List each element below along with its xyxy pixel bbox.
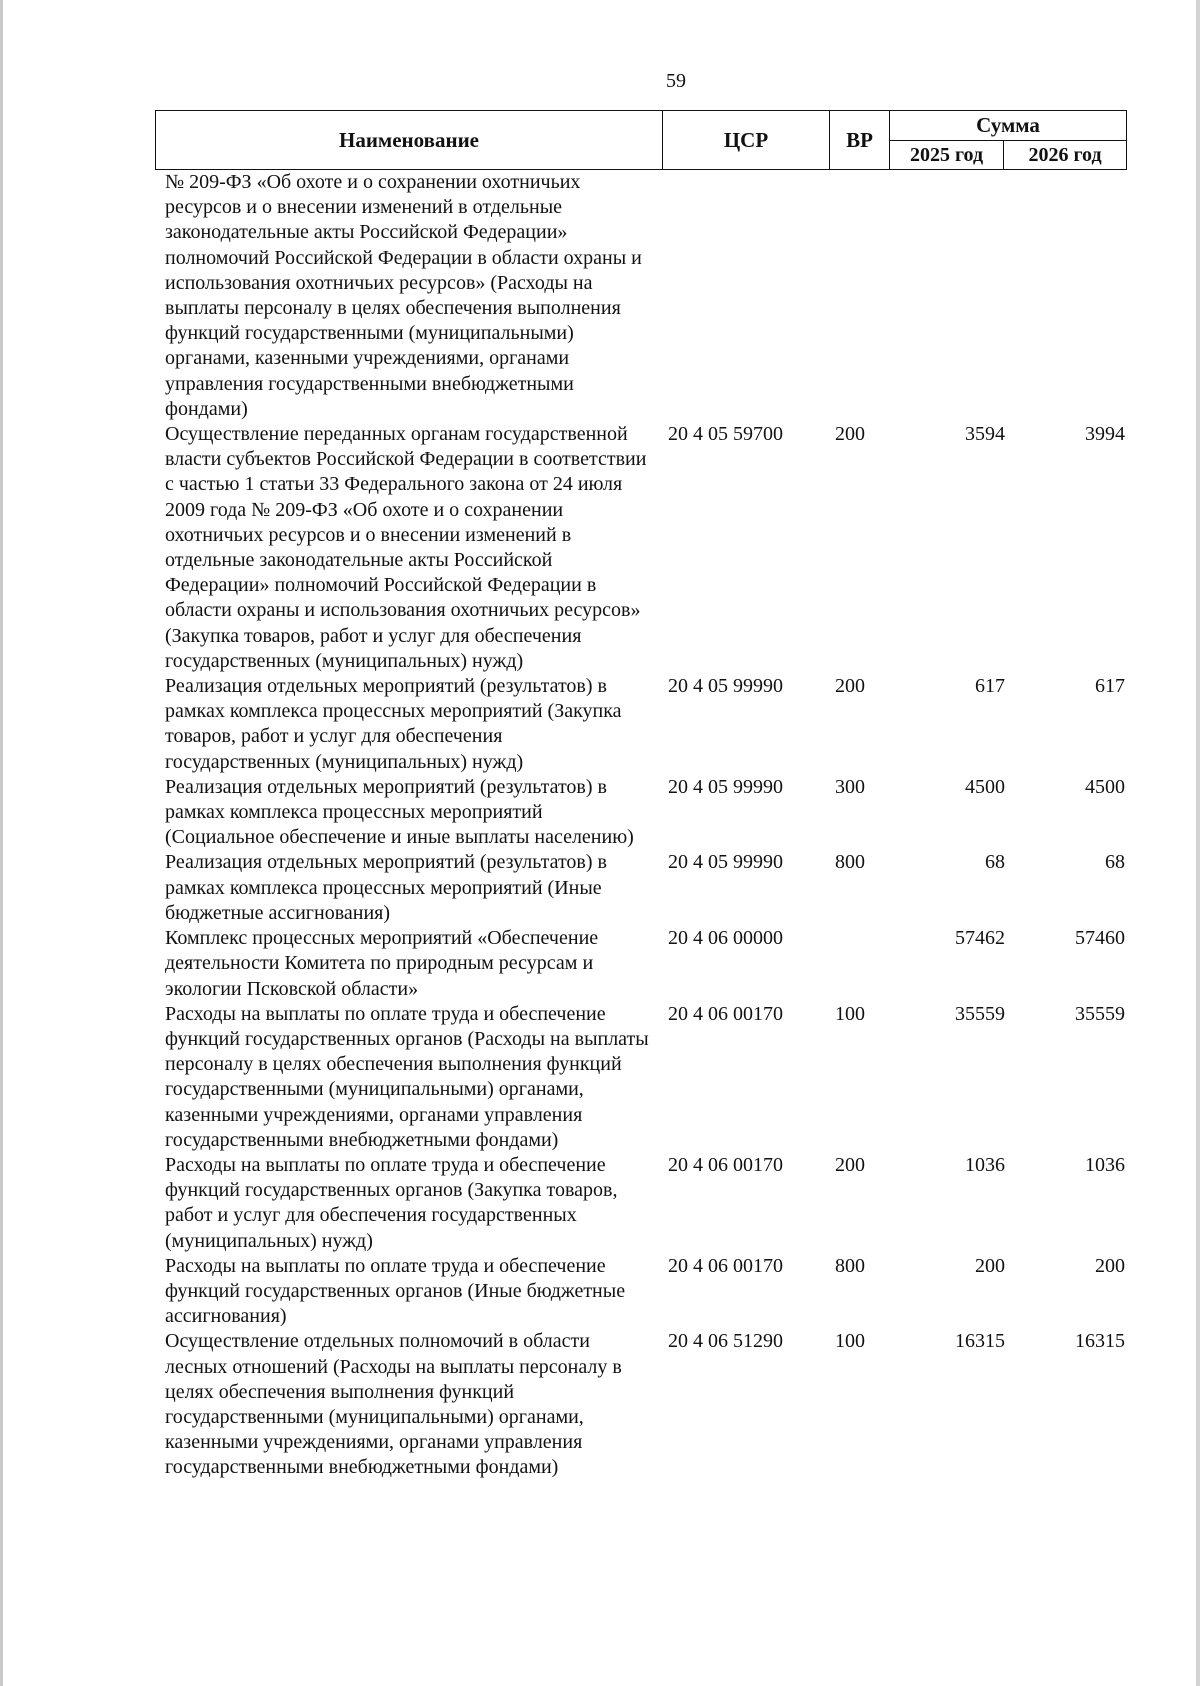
row-amount-2026: 1036	[1085, 1153, 1125, 1176]
table-body	[165, 170, 1125, 1481]
row-csr: 20 4 06 51290	[668, 1330, 783, 1353]
row-amount-2025: 16315	[955, 1330, 1005, 1353]
table-row	[165, 926, 1125, 1002]
row-csr: 20 4 05 59700	[668, 423, 783, 446]
row-amount-2025: 1036	[965, 1153, 1005, 1176]
row-amount-2025: 200	[975, 1254, 1005, 1277]
row-name: Реализация отдельных мероприятий (результатов) в рамках комплекса процессных мероприятий (Закупка товаров, работ и услуг для обеспечения государственных (муниципальных) нужд)	[165, 675, 622, 773]
row-amount-2026: 16315	[1075, 1330, 1125, 1353]
row-name: Расходы на выплаты по оплате труда и обеспечение функций государственных органов (Закупка товаров, работ и услуг для обеспечения государственных (муниципальных) нужд)	[165, 1153, 618, 1252]
table-row	[165, 422, 1125, 674]
row-vr: 300	[835, 775, 865, 798]
row-amount-2025: 68	[985, 851, 1005, 874]
row-csr: 20 4 05 99990	[668, 775, 783, 798]
table-header	[155, 110, 1127, 170]
row-amount-2026: 35559	[1075, 1002, 1125, 1025]
row-vr: 100	[835, 1330, 865, 1353]
header-vr: ВР	[830, 111, 890, 170]
row-name: Расходы на выплаты по оплате труда и обеспечение функций государственных органов (Расходы на выплаты персоналу в целях обеспечения выполнения функций государственными (муниципальными) органами, казенными учреждениями, органами управления государственными внебюджетными фондами)	[165, 1002, 649, 1151]
row-amount-2026: 3994	[1085, 423, 1125, 446]
row-name: Реализация отдельных мероприятий (результатов) в рамках комплекса процессных мероприятий (Социальное обеспечение и иные выплаты населению)	[165, 775, 634, 849]
row-amount-2026: 4500	[1085, 775, 1125, 798]
table-row	[165, 775, 1125, 851]
row-vr: 800	[835, 851, 865, 874]
table-row	[165, 170, 1125, 422]
row-csr: 20 4 05 99990	[668, 851, 783, 874]
header-year-2026: 2026 год	[1004, 141, 1127, 170]
row-name: № 209-ФЗ «Об охоте и о сохранении охотничьих ресурсов и о внесении изменений в отдельные законодательные акты Российской Федерации» полномочий Российской Федерации в области охраны и использования охотничьих ресурсов» (Расходы на выплаты персоналу в целях обеспечения выполнения функций государственными (муниципальными) органами, казенными учреждениями, органами управления государственными внебюджетными фондами)	[165, 171, 642, 420]
table-row	[165, 1153, 1125, 1254]
row-vr: 800	[835, 1254, 865, 1277]
header-year-2025: 2025 год	[890, 141, 1004, 170]
row-amount-2025: 57462	[955, 927, 1005, 950]
row-amount-2026: 57460	[1075, 927, 1125, 950]
row-name: Осуществление отдельных полномочий в области лесных отношений (Расходы на выплаты персоналу в целях обеспечения выполнения функций государственными (муниципальными) органами, казенными учреждениями, органами управления государственными внебюджетными фондами)	[165, 1330, 622, 1479]
table-row	[165, 1254, 1125, 1330]
page-number: 59	[666, 70, 686, 92]
row-amount-2026: 200	[1095, 1254, 1125, 1277]
row-csr: 20 4 06 00170	[668, 1153, 783, 1176]
header-sum: Сумма	[890, 111, 1127, 141]
table-row	[165, 1329, 1125, 1480]
table-row	[165, 1002, 1125, 1153]
row-vr: 200	[835, 423, 865, 446]
row-amount-2025: 3594	[965, 423, 1005, 446]
row-csr: 20 4 06 00170	[668, 1254, 783, 1277]
row-amount-2025: 617	[975, 675, 1005, 698]
header-csr: ЦСР	[663, 111, 830, 170]
scan-edge-right	[1196, 0, 1200, 1686]
row-amount-2025: 4500	[965, 775, 1005, 798]
row-amount-2025: 35559	[955, 1002, 1005, 1025]
row-vr: 100	[835, 1002, 865, 1025]
row-vr: 200	[835, 1153, 865, 1176]
header-name: Наименование	[156, 111, 663, 170]
table-row	[165, 850, 1125, 926]
row-amount-2026: 617	[1095, 675, 1125, 698]
row-csr: 20 4 06 00000	[668, 927, 783, 950]
row-name: Реализация отдельных мероприятий (результатов) в рамках комплекса процессных мероприятий (Иные бюджетные ассигнования)	[165, 851, 607, 924]
row-vr: 200	[835, 675, 865, 698]
row-csr: 20 4 05 99990	[668, 675, 783, 698]
row-name: Расходы на выплаты по оплате труда и обеспечение функций государственных органов (Иные бюджетные ассигнования)	[165, 1254, 626, 1328]
row-amount-2026: 68	[1105, 851, 1125, 874]
row-csr: 20 4 06 00170	[668, 1002, 783, 1025]
scan-edge-left	[0, 0, 3, 1686]
row-name: Комплекс процессных мероприятий «Обеспечение деятельности Комитета по природным ресурсам и экологии Псковской области»	[165, 927, 599, 1000]
table-row	[165, 674, 1125, 775]
row-name: Осуществление переданных органам государственной власти субъектов Российской Федерации в соответствии с частью 1 статьи 33 Федерального закона от 24 июля 2009 года № 209-ФЗ «Об охоте и о сохранении охотничьих ресурсов и о внесении изменений в отдельные законодательные акты Российской Федерации» полномочий Российской Федерации в области охраны и использования охотничьих ресурсов» (Закупка товаров, работ и услуг для обеспечения государственных (муниципальных) нужд)	[165, 423, 647, 672]
